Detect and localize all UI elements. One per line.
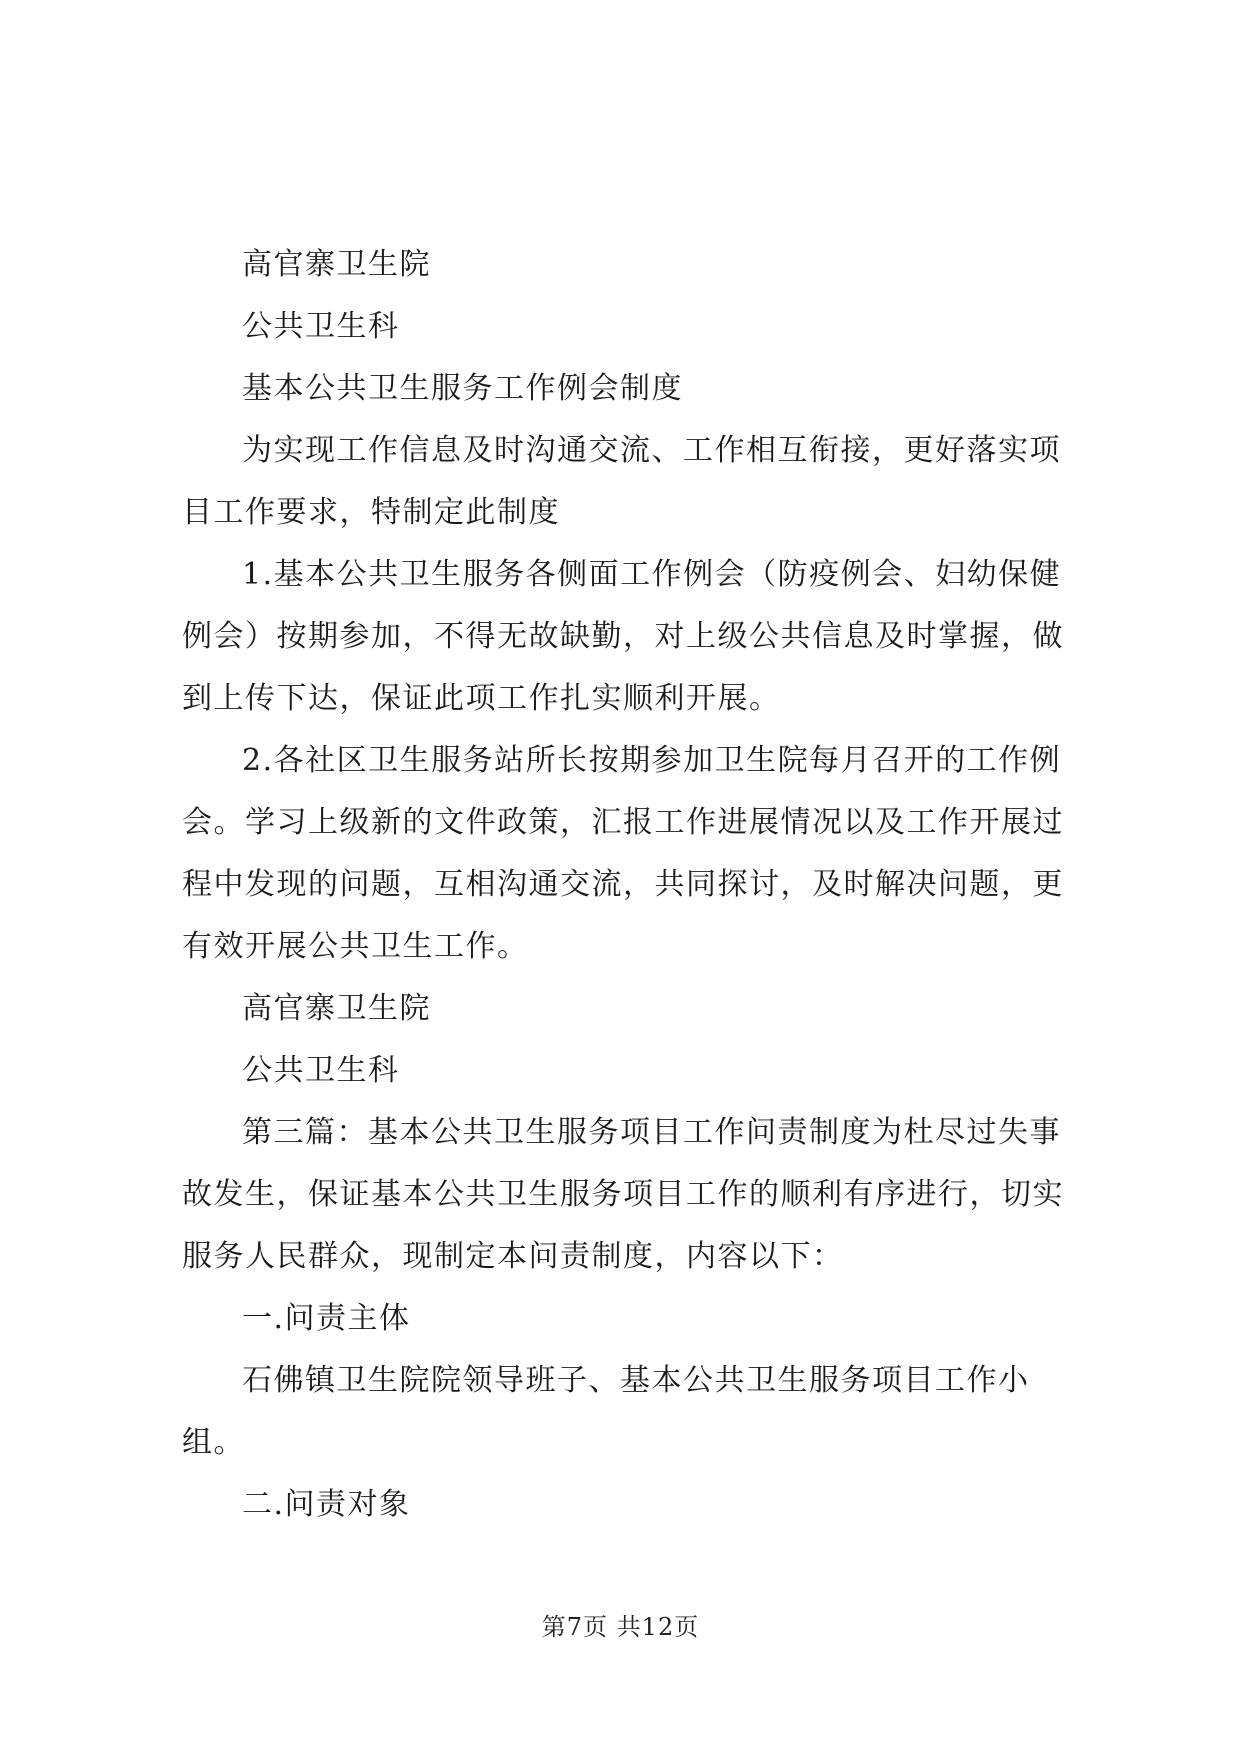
paragraph-item-1: 1.基本公共卫生服务各侧面工作例会（防疫例会、妇幼保健例会）按期参加，不得无故缺勤，对上级公共信息及时掌握，做到上传下达，保证此项工作扎实顺利开展。: [182, 557, 1064, 716]
paragraph-heading-subject: 一.问责主体: [242, 1301, 411, 1336]
paragraph-department-2: 公共卫生科: [242, 1053, 400, 1088]
page-number-footer: 第7页 共12页: [541, 1613, 700, 1641]
paragraph-department: 公共卫生科: [242, 309, 400, 344]
document-body: [182, 234, 1082, 1536]
paragraph-hospital-name: 高官寨卫生院: [242, 247, 431, 282]
paragraph-hospital-name-2: 高官寨卫生院: [242, 991, 431, 1026]
paragraph-heading-object: 二.问责对象: [242, 1487, 411, 1522]
paragraph-subject-detail: 石佛镇卫生院院领导班子、基本公共卫生服务项目工作小组。: [182, 1363, 1030, 1460]
paragraph-chapter-three: 第三篇：基本公共卫生服务项目工作问责制度为杜尽过失事故发生，保证基本公共卫生服务项目工作的顺利有序进行，切实服务人民群众，现制定本问责制度，内容以下：: [182, 1115, 1064, 1274]
paragraph-purpose: 为实现工作信息及时沟通交流、工作相互衔接，更好落实项目工作要求，特制定此制度: [182, 433, 1061, 530]
paragraph-item-2: 2.各社区卫生服务站所长按期参加卫生院每月召开的工作例会。学习上级新的文件政策，汇报工作进展情况以及工作开展过程中发现的问题，互相沟通交流，共同探讨，及时解决问题，更有效开展公共卫生工作。: [182, 743, 1064, 964]
paragraph-section-title: 基本公共卫生服务工作例会制度: [242, 371, 683, 406]
